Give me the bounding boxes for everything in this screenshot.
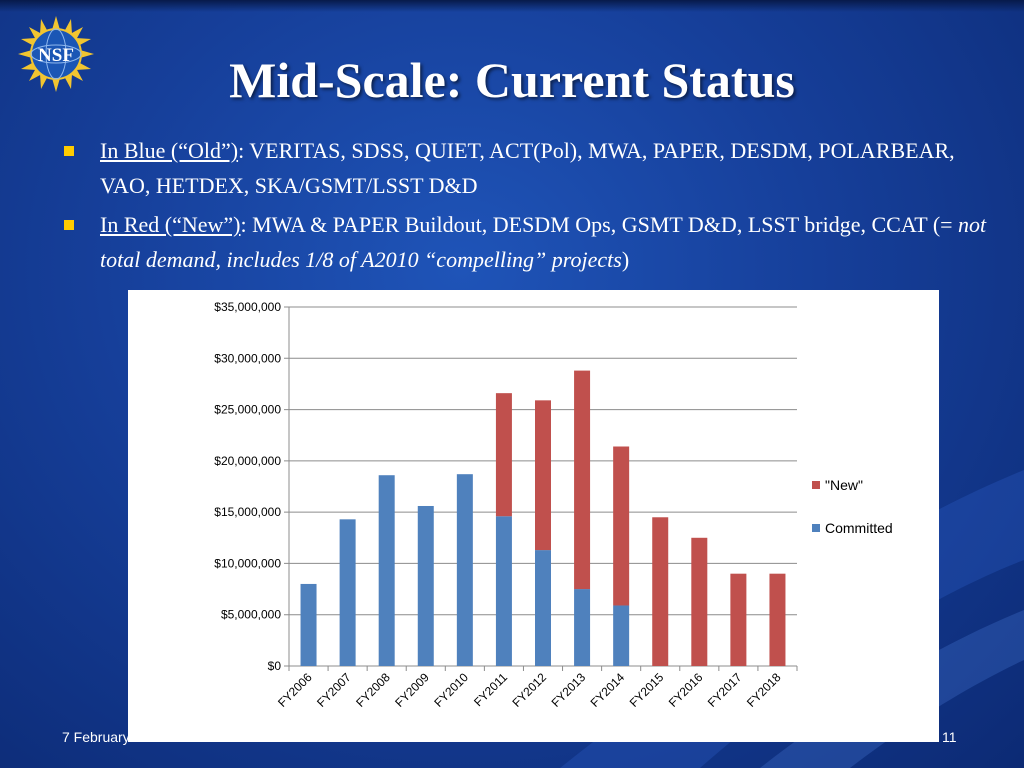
footer-page-number: 11 (942, 729, 957, 745)
bar-new-fy2017 (730, 574, 746, 666)
x-tick-label: FY2011 (471, 670, 511, 710)
x-tick-label: FY2016 (665, 670, 706, 710)
slide-title: Mid-Scale: Current Status (229, 52, 795, 108)
bullet-old (60, 133, 1010, 203)
bullet-marker-icon (64, 146, 74, 156)
bullet-marker-icon (64, 220, 74, 230)
footer-date: 7 February 2011 (62, 729, 164, 745)
bullet-new (60, 207, 1010, 277)
y-tick-label: $0 (267, 659, 281, 673)
bar-new-fy2016 (691, 538, 707, 666)
bullet-new-italic: not total demand, includes 1/8 of A2010 “compelling” projects (100, 212, 987, 272)
legend-committed-swatch (812, 524, 820, 532)
bar-committed-fy2010 (457, 474, 473, 666)
x-tick-label: FY2006 (275, 670, 315, 710)
footer-center: AST COV Astro2010 (447, 729, 577, 745)
bar-committed-fy2014 (613, 605, 629, 666)
y-tick-label: $15,000,000 (214, 505, 281, 520)
x-tick-label: FY2007 (314, 670, 354, 710)
bar-new-fy2018 (769, 574, 785, 666)
y-tick-label: $35,000,000 (214, 300, 281, 314)
legend-committed-label: Committed (825, 520, 893, 536)
x-tick-label: FY2015 (626, 670, 667, 710)
bar-committed-fy2008 (379, 475, 395, 666)
y-tick-label: $30,000,000 (214, 351, 281, 366)
bullet-old-label: In Blue (“Old”) (100, 138, 239, 163)
x-tick-label: FY2017 (704, 670, 745, 710)
y-tick-label: $25,000,000 (214, 402, 281, 417)
x-tick-label: FY2014 (587, 670, 628, 710)
bar-committed-fy2013 (574, 589, 590, 666)
x-tick-label: FY2018 (743, 670, 784, 710)
x-tick-label: FY2013 (548, 670, 589, 710)
bullet-new-text: : MWA & PAPER Buildout, DESDM Ops, GSMT D&D, LSST bridge, CCAT (= (240, 212, 959, 237)
x-tick-label: FY2012 (509, 670, 550, 710)
x-tick-label: FY2009 (392, 670, 432, 710)
chart-panel (128, 290, 939, 742)
bar-committed-fy2006 (301, 584, 317, 666)
x-tick-label: FY2008 (353, 670, 393, 710)
y-tick-label: $10,000,000 (214, 556, 281, 571)
bar-new-fy2013 (574, 371, 590, 589)
bar-new-fy2015 (652, 517, 668, 666)
x-tick-label: FY2010 (431, 670, 471, 710)
bullet-old-text: : VERITAS, SDSS, QUIET, ACT(Pol), MWA, PAPER, DESDM, POLARBEAR, VAO, HETDEX, SKA/GSMT/LSST D&D (100, 138, 955, 198)
bar-committed-fy2009 (418, 506, 434, 666)
bar-committed-fy2011 (496, 516, 512, 666)
legend-new-label: "New" (825, 477, 863, 493)
bullet-new-tail: ) (621, 247, 630, 272)
legend-new-swatch (812, 481, 820, 489)
y-tick-label: $5,000,000 (220, 607, 281, 622)
y-tick-label: $20,000,000 (214, 453, 281, 468)
bar-committed-fy2012 (535, 550, 551, 666)
bar-new-fy2011 (496, 393, 512, 516)
logo-text: NSF (38, 45, 74, 66)
bar-new-fy2014 (613, 446, 629, 605)
bullet-list (60, 133, 1010, 281)
stacked-bar-chart (128, 290, 939, 742)
bar-committed-fy2007 (340, 519, 356, 666)
top-band (0, 0, 1024, 12)
bullet-new-label: In Red (“New”) (100, 212, 241, 237)
bar-new-fy2012 (535, 400, 551, 550)
